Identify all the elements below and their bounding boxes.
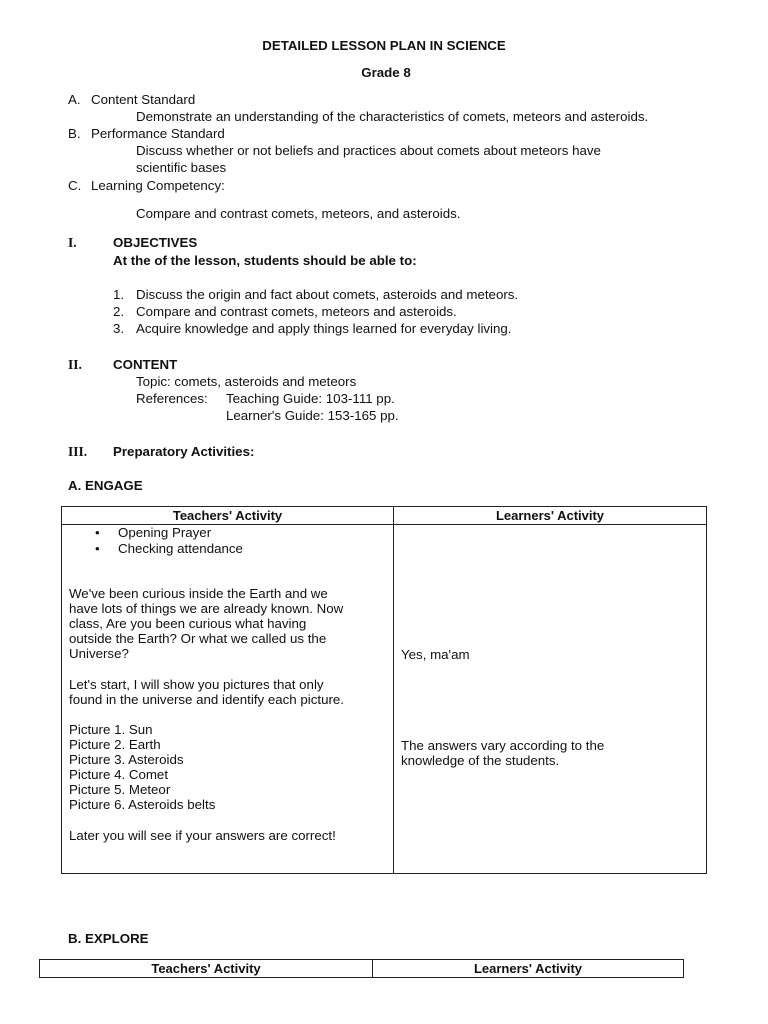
picture-item: Picture 4. Comet (69, 767, 169, 782)
standard-heading: Performance Standard (91, 126, 225, 141)
picture-item: Picture 3. Asteroids (69, 752, 184, 767)
standard-letter: B. (68, 126, 81, 141)
teacher-text: class, Are you been curious what having (69, 616, 307, 631)
grade-label: Grade 8 (361, 65, 411, 80)
objective-num: 2. (113, 304, 125, 319)
references-label: References: (136, 391, 208, 406)
learner-activity-cell (394, 525, 707, 874)
teacher-text: have lots of things we are already known. Now (69, 601, 344, 616)
learner-column-header: Learners' Activity (394, 507, 707, 525)
teacher-text: Later you will see if your answers are correct! (69, 828, 336, 843)
teacher-column-header: Teachers' Activity (62, 507, 394, 525)
standard-body: Demonstrate an understanding of the characteristics of comets, meteors and asteroids. (136, 109, 649, 124)
teacher-text: Let's start, I will show you pictures that only (69, 677, 324, 692)
table-row (62, 525, 707, 874)
objective-num: 1. (113, 287, 125, 302)
standard-body: Discuss whether or not beliefs and practices about comets about meteors have (136, 143, 601, 158)
standard-body: scientific bases (136, 160, 227, 175)
standard-heading: Content Standard (91, 92, 196, 107)
learner-column-header: Learners' Activity (373, 960, 684, 978)
table-header-row (40, 960, 684, 978)
explore-table (39, 959, 684, 978)
learner-answer: The answers vary according to the (401, 738, 605, 753)
page-title: DETAILED LESSON PLAN IN SCIENCE (262, 38, 506, 53)
preparatory-heading: Preparatory Activities: (113, 444, 255, 459)
picture-item: Picture 5. Meteor (69, 782, 171, 797)
standard-letter: A. (68, 92, 81, 107)
section-numeral: II. (68, 357, 82, 372)
list-item: • Opening Prayer (118, 525, 211, 540)
teacher-text: outside the Earth? Or what we called us the (69, 631, 327, 646)
standard-heading: Learning Competency: (91, 178, 225, 193)
picture-item: Picture 2. Earth (69, 737, 161, 752)
table-header-row (62, 507, 707, 525)
engage-table (61, 506, 707, 874)
content-topic: Topic: comets, asteroids and meteors (136, 374, 357, 389)
learner-answer: Yes, ma'am (401, 647, 470, 662)
teacher-activity-cell (62, 525, 394, 874)
standard-letter: C. (68, 178, 82, 193)
section-numeral: III. (68, 444, 88, 459)
picture-item: Picture 6. Asteroids belts (69, 797, 216, 812)
objectives-heading: OBJECTIVES (113, 235, 198, 250)
teaching-guide: Teaching Guide: 103-111 pp. (226, 391, 395, 406)
section-numeral: I. (68, 235, 77, 250)
standard-body: Compare and contrast comets, meteors, and asteroids. (136, 206, 461, 221)
content-heading: CONTENT (113, 357, 178, 372)
teacher-column-header: Teachers' Activity (40, 960, 373, 978)
learner-answer: knowledge of the students. (401, 753, 560, 768)
objective-item: Compare and contrast comets, meteors and asteroids. (136, 304, 457, 319)
picture-item: Picture 1. Sun (69, 722, 153, 737)
teacher-text: We've been curious inside the Earth and we (69, 586, 328, 601)
objective-item: Discuss the origin and fact about comets, asteroids and meteors. (136, 287, 519, 302)
explore-heading: B. EXPLORE (68, 931, 149, 946)
list-item: • Checking attendance (118, 541, 243, 556)
objective-item: Acquire knowledge and apply things learned for everyday living. (136, 321, 512, 336)
teacher-text: Universe? (69, 646, 129, 661)
objectives-intro: At the of the lesson, students should be able to: (113, 253, 417, 268)
teacher-text: found in the universe and identify each picture. (69, 692, 344, 707)
engage-heading: A. ENGAGE (68, 478, 143, 493)
learners-guide: Learner's Guide: 153-165 pp. (226, 408, 399, 423)
objective-num: 3. (113, 321, 125, 336)
